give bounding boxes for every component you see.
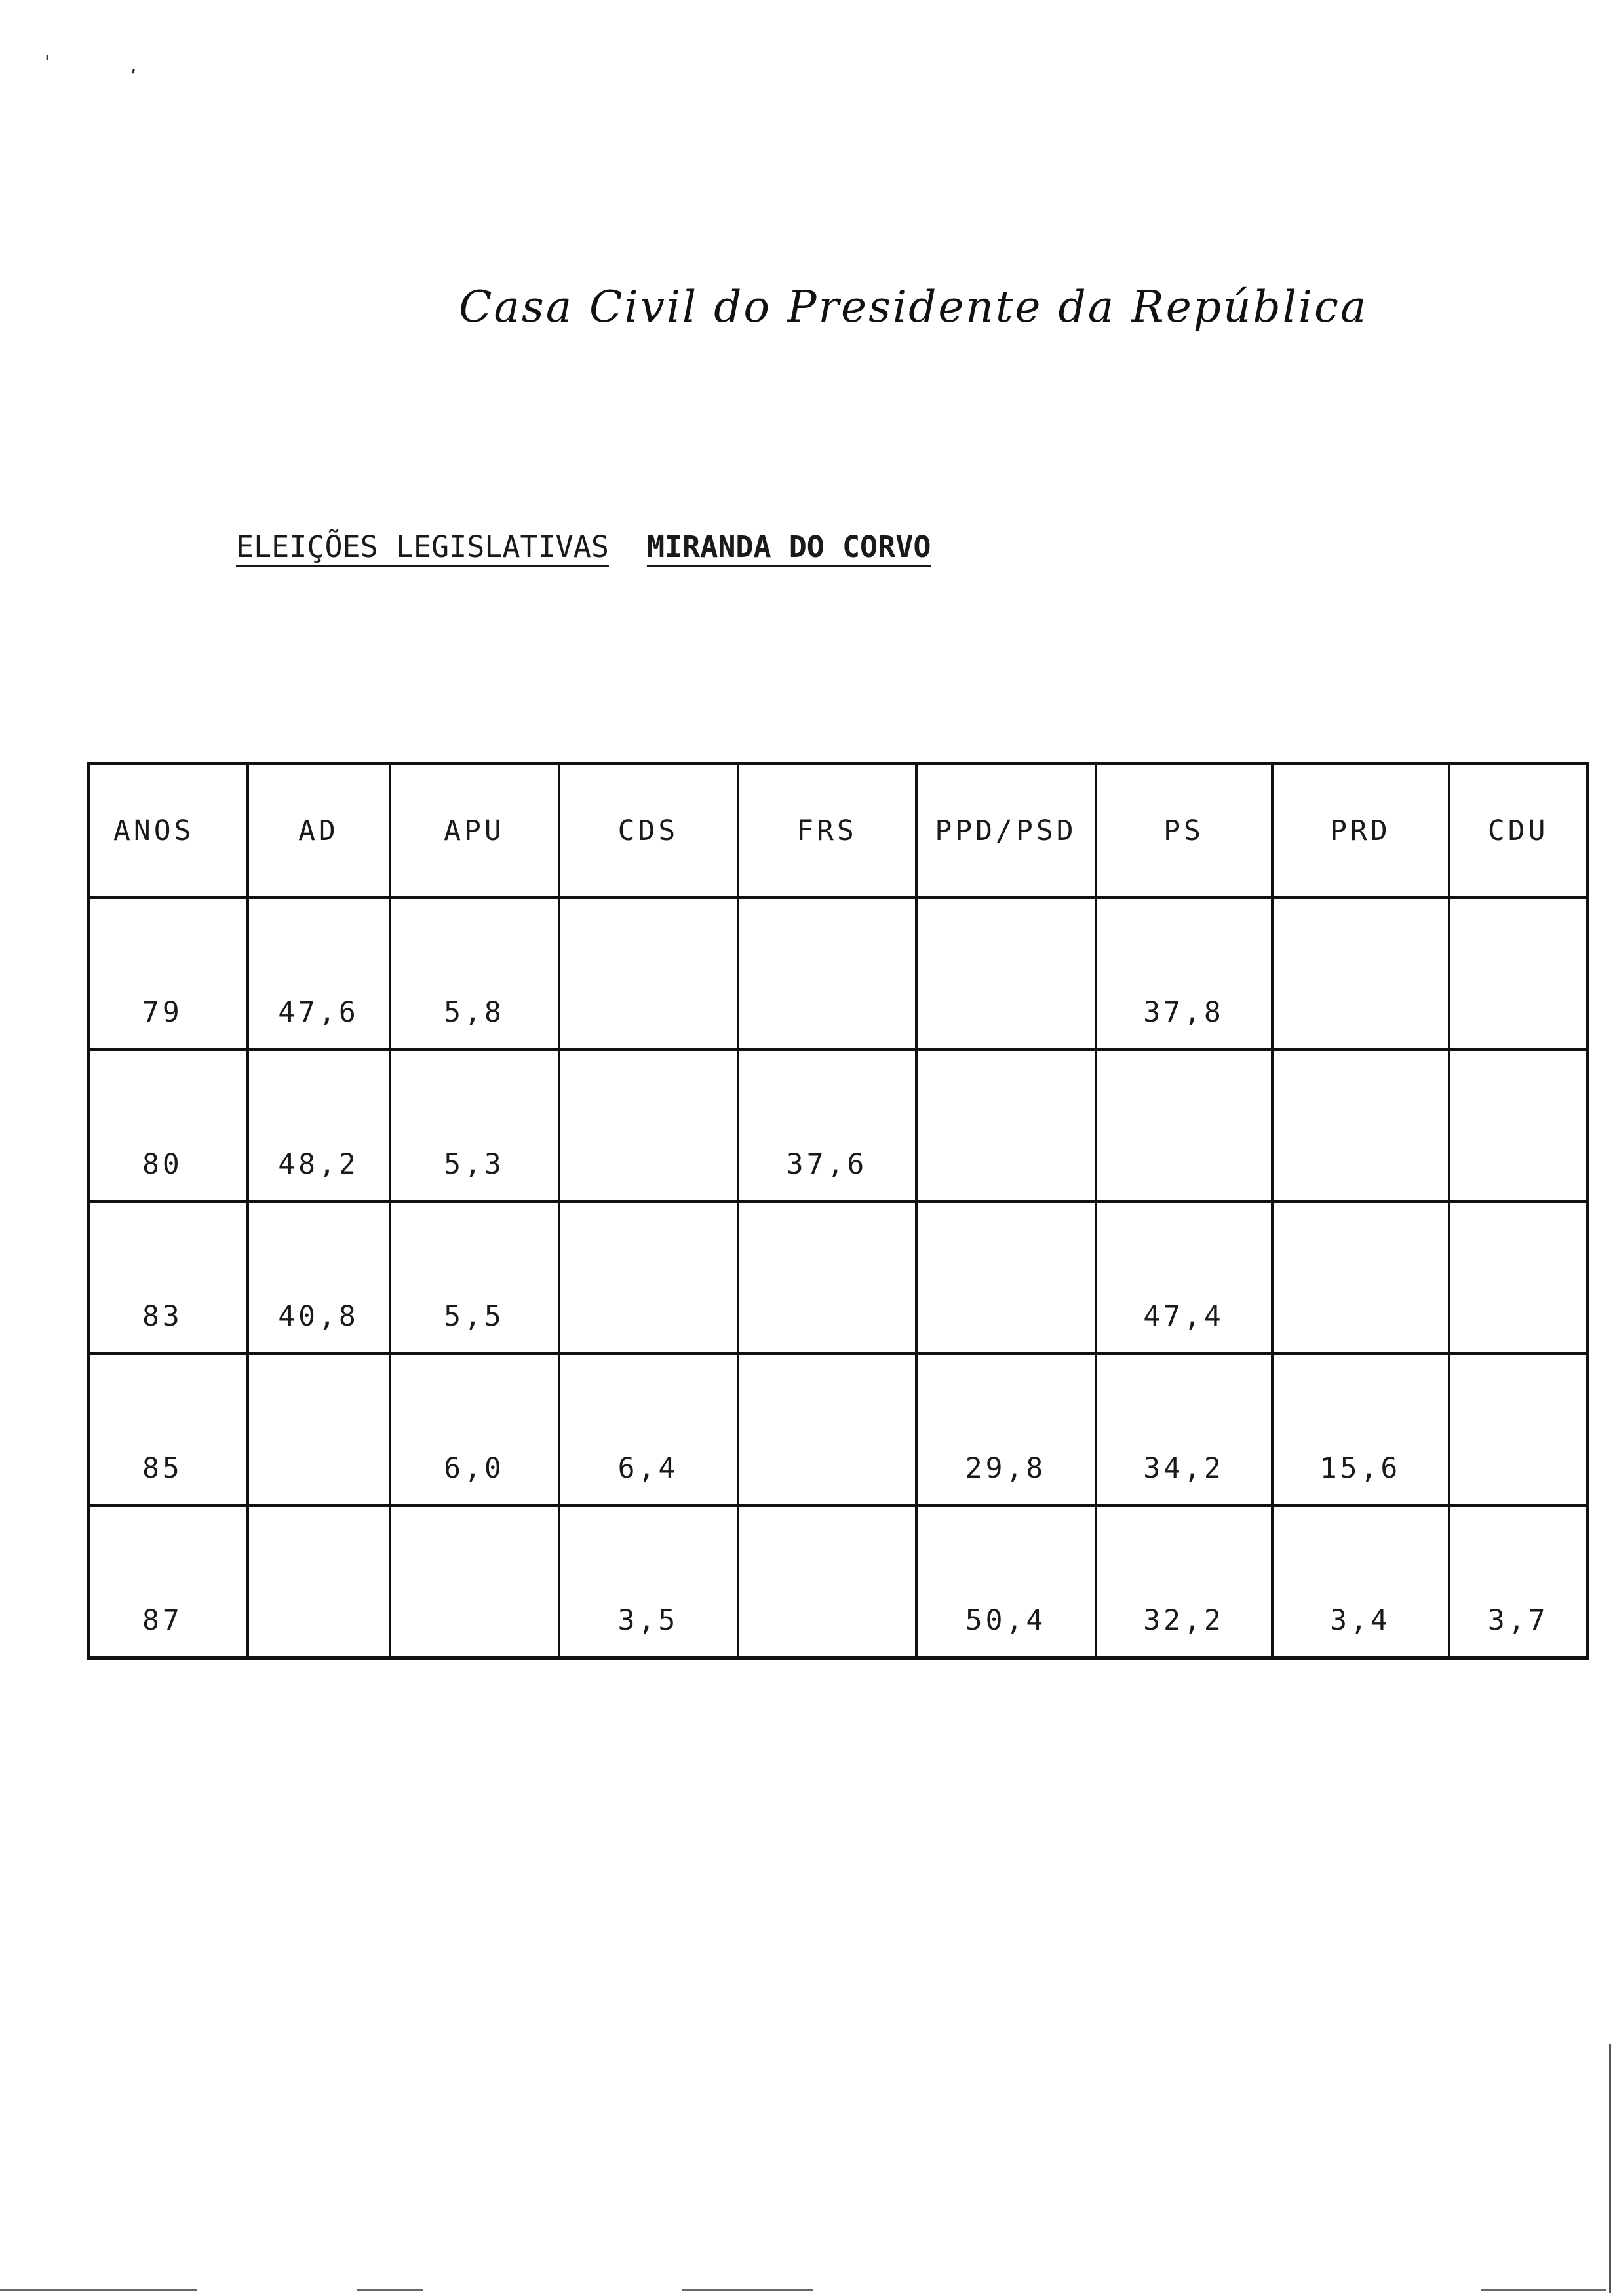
- column-header: PRD: [1272, 764, 1449, 898]
- table-cell: 50,4: [916, 1506, 1096, 1658]
- table-cell: 5,5: [390, 1202, 559, 1354]
- table-cell: [1272, 1202, 1449, 1354]
- year-cell: 80: [88, 1050, 248, 1202]
- table-row: [88, 1050, 1588, 1202]
- year-cell: 83: [88, 1202, 248, 1354]
- table-cell: 40,8: [248, 1202, 390, 1354]
- letterhead-title: Casa Civil do Presidente da República: [459, 282, 1369, 332]
- table-cell: [1096, 1050, 1272, 1202]
- column-header: AD: [248, 764, 390, 898]
- table-cell: 15,6: [1272, 1354, 1449, 1506]
- year-cell: 85: [88, 1354, 248, 1506]
- table-header-row: [88, 764, 1588, 898]
- table-cell: 3,5: [559, 1506, 738, 1658]
- column-header: CDS: [559, 764, 738, 898]
- table-row: [88, 1354, 1588, 1506]
- table-cell: [559, 1202, 738, 1354]
- table-cell: [1449, 1202, 1588, 1354]
- table-cell: 37,8: [1096, 898, 1272, 1050]
- year-cell: 79: [88, 898, 248, 1050]
- table-cell: [559, 898, 738, 1050]
- table-cell: [1272, 1050, 1449, 1202]
- results-table: [87, 762, 1589, 1660]
- column-header: FRS: [738, 764, 916, 898]
- table-cell: 48,2: [248, 1050, 390, 1202]
- table-cell: [738, 898, 916, 1050]
- table-row: [88, 898, 1588, 1050]
- table-cell: [248, 1506, 390, 1658]
- document-heading: [236, 529, 931, 564]
- column-header: ANOS: [88, 764, 248, 898]
- table-cell: [1272, 898, 1449, 1050]
- table-cell: 5,3: [390, 1050, 559, 1202]
- table-cell: 6,4: [559, 1354, 738, 1506]
- table-cell: 3,7: [1449, 1506, 1588, 1658]
- table-cell: [390, 1506, 559, 1658]
- column-header: APU: [390, 764, 559, 898]
- table-cell: [559, 1050, 738, 1202]
- table-cell: [916, 1202, 1096, 1354]
- table-cell: 29,8: [916, 1354, 1096, 1506]
- scan-edge-line: [1609, 2044, 1611, 2293]
- table-cell: [916, 1050, 1096, 1202]
- heading-label: ELEIÇÕES LEGISLATIVAS: [236, 529, 609, 564]
- table-cell: [738, 1506, 916, 1658]
- scan-footer-line: [1481, 2289, 1606, 2291]
- table-cell: [1449, 1050, 1588, 1202]
- year-cell: 87: [88, 1506, 248, 1658]
- table-cell: [738, 1202, 916, 1354]
- column-header: PS: [1096, 764, 1272, 898]
- heading-place: MIRANDA DO CORVO: [646, 529, 931, 564]
- table-cell: 6,0: [390, 1354, 559, 1506]
- table-cell: 47,6: [248, 898, 390, 1050]
- table-row: [88, 1506, 1588, 1658]
- table-cell: 37,6: [738, 1050, 916, 1202]
- table-cell: 5,8: [390, 898, 559, 1050]
- scan-footer-line: [0, 2289, 197, 2291]
- scan-speck: ,: [128, 56, 139, 76]
- table-cell: 34,2: [1096, 1354, 1272, 1506]
- table-cell: 32,2: [1096, 1506, 1272, 1658]
- table-cell: [248, 1354, 390, 1506]
- table-cell: [1449, 898, 1588, 1050]
- scan-speck: ': [42, 52, 52, 72]
- table-cell: 3,4: [1272, 1506, 1449, 1658]
- scan-footer-line: [682, 2289, 813, 2291]
- table-cell: [916, 898, 1096, 1050]
- column-header: CDU: [1449, 764, 1588, 898]
- table-cell: 47,4: [1096, 1202, 1272, 1354]
- column-header: PPD/PSD: [916, 764, 1096, 898]
- table-row: [88, 1202, 1588, 1354]
- scan-footer-line: [357, 2289, 423, 2291]
- table-cell: [738, 1354, 916, 1506]
- table-cell: [1449, 1354, 1588, 1506]
